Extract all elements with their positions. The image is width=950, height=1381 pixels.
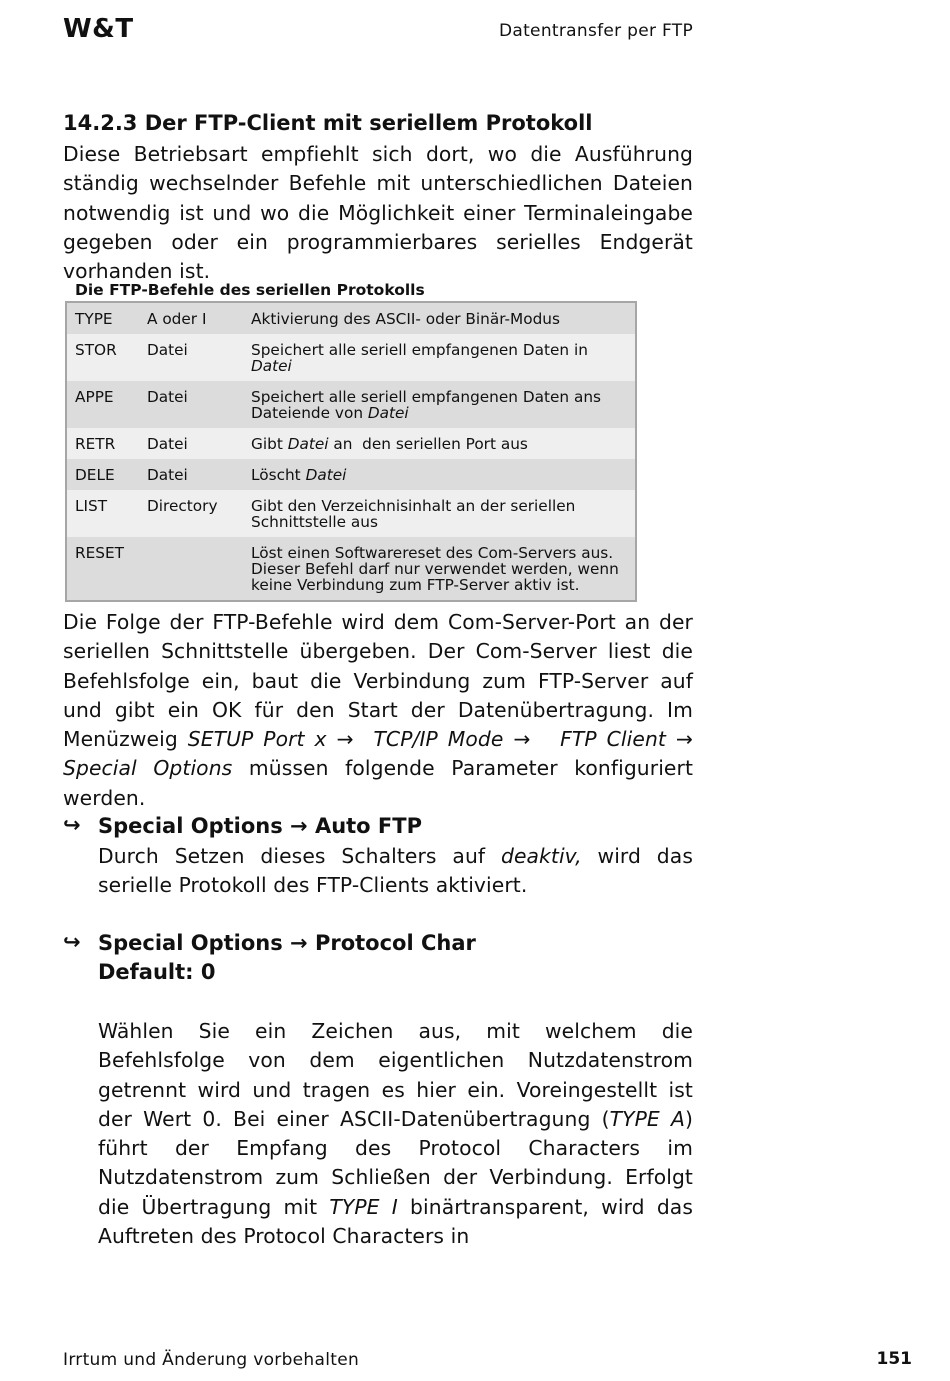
bullet-arrow-icon: ↪ xyxy=(63,930,81,954)
parameter-cell xyxy=(139,537,243,601)
parameter-cell: Datei xyxy=(139,459,243,490)
parameter-cell: Datei xyxy=(139,334,243,381)
table-caption: Die FTP-Befehle des seriellen Protokolls xyxy=(75,281,425,299)
bullet-arrow-icon: ↪ xyxy=(63,813,81,837)
option-description: Wählen Sie ein Zeichen aus, mit welchem die Befehlsfolge von dem eigentlichen Nutzdatenstrom getrennt wird und tragen es hier ein. Voreingestellt ist der Wert 0. Bei einer ASCII-Datenübertragung (TYPE A) führt der Empfang des Protocol Characters im Nutzdatenstrom zum Schließen der Verbindung. Erfolgt die Übertragung mit TYPE I binärtransparent, wird das Auftreten des Protocol Characters in xyxy=(98,1019,693,1249)
description-cell: Gibt den Verzeichnisinhalt an der seriellen Schnittstelle aus xyxy=(243,490,636,537)
description-cell: Speichert alle seriell empfangenen Daten ans Dateiende von Datei xyxy=(243,381,636,428)
intro-paragraph: Diese Betriebsart empfiehlt sich dort, wo die Ausführung ständig wechselnder Befehle mit unterschiedlichen Dateien notwendig ist und wo die Möglichkeit einer Terminaleingabe gegeben oder ein programmierbares serielles Endgerät vorhanden ist. xyxy=(63,142,693,284)
option-title: Special Options → Protocol Char xyxy=(98,931,476,955)
table-row xyxy=(66,334,636,381)
ftp-command-table xyxy=(65,301,637,602)
option-title: Special Options → Auto FTP xyxy=(98,814,422,838)
running-header: Datentransfer per FTP xyxy=(498,21,693,41)
description-cell: Aktivierung des ASCII- oder Binär-Modus xyxy=(243,302,636,334)
page-number: 151 xyxy=(876,1349,912,1369)
command-cell: APPE xyxy=(66,381,139,428)
parameter-cell: Datei xyxy=(139,381,243,428)
table-row xyxy=(66,537,636,601)
command-cell: DELE xyxy=(66,459,139,490)
description-cell: Speichert alle seriell empfangenen Daten in Datei xyxy=(243,334,636,381)
config-paragraph: Die Folge der FTP-Befehle wird dem Com-Server-Port an der seriellen Schnittstelle übergeben. Der Com-Server liest die Befehlsfolge ein, baut die Verbindung zum FTP-Server auf und gibt ein OK für den Start der Datenübertragung. Im Menüzweig SETUP Port x → TCP/IP Mode → FTP Client → Special Options müssen folgende Parameter konfiguriert werden. xyxy=(63,610,700,810)
section-title: 14.2.3 Der FTP-Client mit seriellem Protokoll xyxy=(63,111,593,135)
option-default: Default: 0 xyxy=(98,960,216,984)
table-row xyxy=(66,381,636,428)
company-logo: W&T xyxy=(63,14,134,44)
table-row xyxy=(66,428,636,459)
menu-path: SETUP Port x → TCP/IP Mode → FTP Client → Special Options xyxy=(63,727,700,781)
table-row xyxy=(66,459,636,490)
table-row xyxy=(66,302,636,334)
parameter-cell: Directory xyxy=(139,490,243,537)
parameter-cell: A oder I xyxy=(139,302,243,334)
footer-note: Irrtum und Änderung vorbehalten xyxy=(63,1350,360,1370)
command-cell: TYPE xyxy=(66,302,139,334)
command-cell: RETR xyxy=(66,428,139,459)
parameter-cell: Datei xyxy=(139,428,243,459)
option-description: Durch Setzen dieses Schalters auf deaktiv, wird das serielle Protokoll des FTP-Clients aktiviert. xyxy=(98,844,693,898)
description-cell: Gibt Datei an den seriellen Port aus xyxy=(243,428,636,459)
description-cell: Löscht Datei xyxy=(243,459,636,490)
command-cell: STOR xyxy=(66,334,139,381)
command-cell: RESET xyxy=(66,537,139,601)
description-cell: Löst einen Softwarereset des Com-Servers aus. Dieser Befehl darf nur verwendet werden, wenn keine Verbindung zum FTP-Server aktiv ist. xyxy=(243,537,636,601)
command-cell: LIST xyxy=(66,490,139,537)
table-row xyxy=(66,490,636,537)
